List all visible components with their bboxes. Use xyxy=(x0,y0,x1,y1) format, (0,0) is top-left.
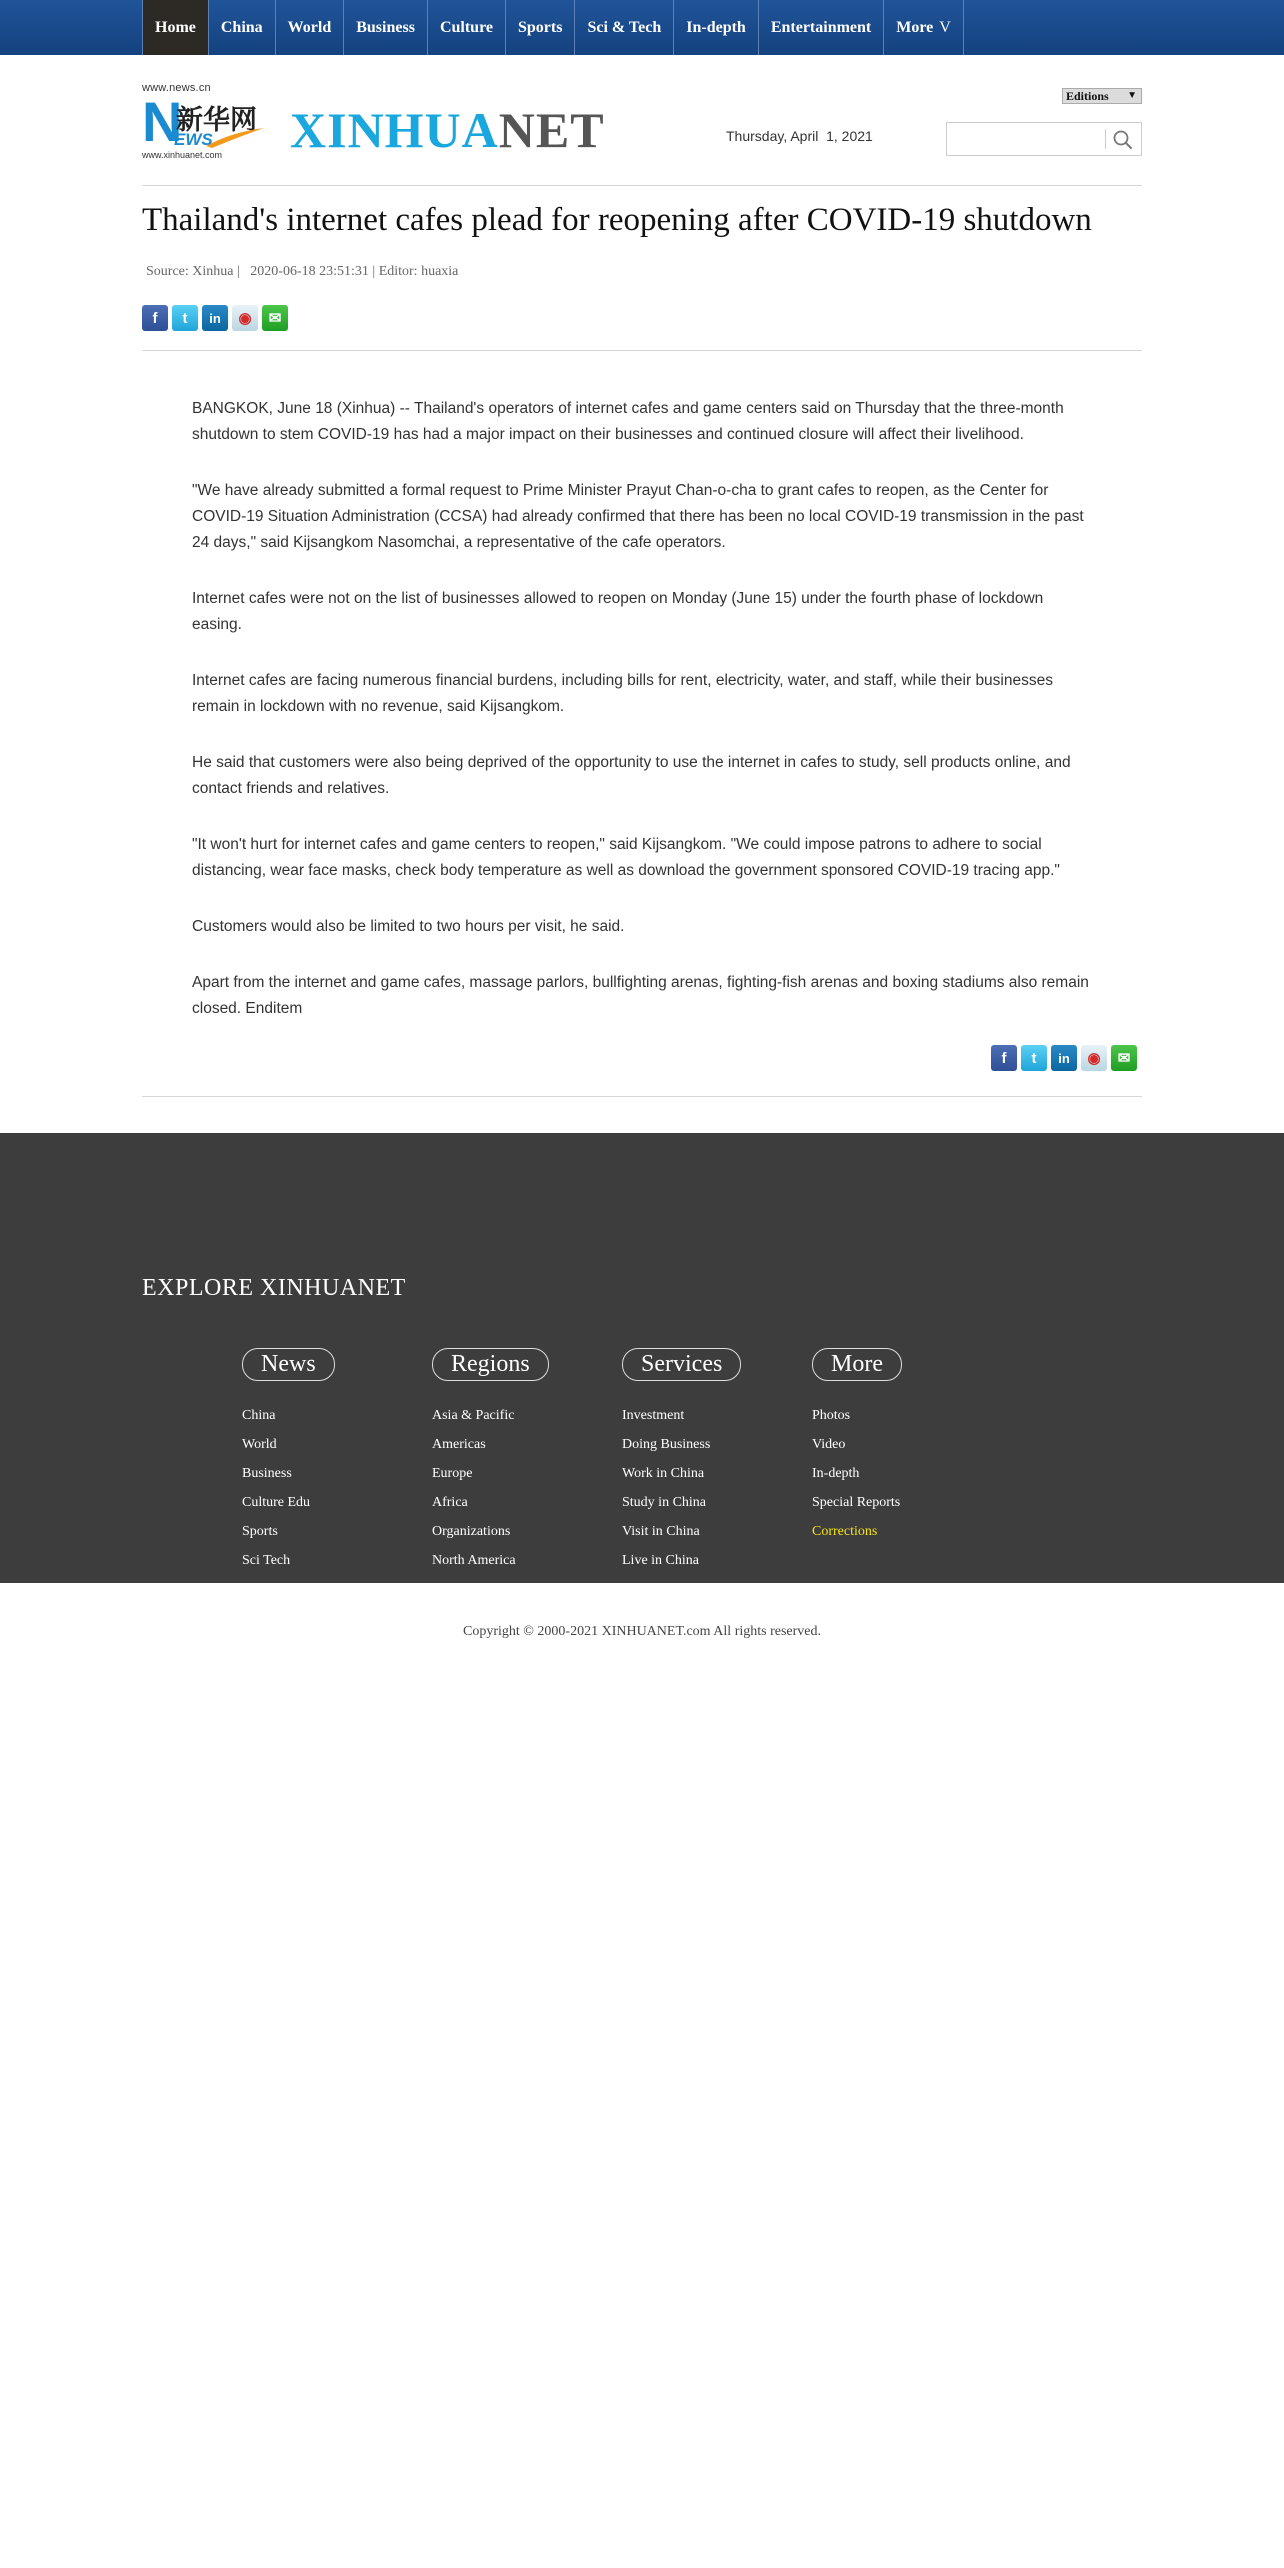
nav-item-label: In-depth xyxy=(686,18,746,36)
current-date: Thursday, April 1, 2021 xyxy=(726,128,873,144)
nav-item-home[interactable] xyxy=(142,0,209,55)
footer-column-title: Services xyxy=(622,1348,741,1381)
share-bar-bottom xyxy=(991,1045,1137,1071)
footer-link[interactable]: North America xyxy=(432,1553,516,1568)
nav-item-culture[interactable] xyxy=(428,0,506,55)
wechat-icon[interactable]: ✉ xyxy=(262,305,288,331)
nav-item-label: Entertainment xyxy=(770,18,872,36)
top-navigation-bar xyxy=(0,0,1284,55)
nav-item-entertainment[interactable] xyxy=(759,0,884,55)
linkedin-icon[interactable]: in xyxy=(202,305,228,331)
article-paragraph: "It won't hurt for internet cafes and game centers to reopen," said Kijsangkom. "We could impose patrons to adhere to social distancing, wear face masks, check body temperature as well as download the government sponsored COVID-19 tracing app." xyxy=(192,836,1060,879)
article-paragraph: Customers would also be limited to two hours per visit, he said. xyxy=(192,918,625,935)
logo-letter-n: N xyxy=(142,90,183,153)
nav-item-business[interactable] xyxy=(344,0,428,55)
twitter-icon[interactable]: t xyxy=(172,305,198,331)
twitter-icon[interactable]: t xyxy=(1021,1045,1047,1071)
footer-link[interactable]: Business xyxy=(242,1466,292,1481)
nav-item-world[interactable] xyxy=(276,0,345,55)
site-footer xyxy=(0,1133,1284,1583)
chevron-down-icon: ▼ xyxy=(1127,90,1137,101)
wechat-icon[interactable]: ✉ xyxy=(1111,1045,1137,1071)
article-paragraph: BANGKOK, June 18 (Xinhua) -- Thailand's operators of internet cafes and game centers said on Thursday that the three-month shutdown to stem COVID-19 has had a major impact on their businesses and continued closure will affect their livelihood. xyxy=(192,400,1064,443)
footer-link[interactable]: Culture Edu xyxy=(242,1495,311,1510)
nav-item-china[interactable] xyxy=(209,0,276,55)
footer-link[interactable]: Visit in China xyxy=(622,1524,700,1539)
footer-link[interactable]: Americas xyxy=(432,1437,486,1452)
header-divider xyxy=(142,185,1142,186)
xinhuanet-wordmark[interactable] xyxy=(290,102,605,158)
footer-link-corrections[interactable]: Corrections xyxy=(812,1524,878,1539)
search-box xyxy=(946,122,1142,156)
nav-menu xyxy=(142,0,964,55)
footer-link[interactable]: Investment xyxy=(622,1408,685,1423)
footer-link[interactable]: Asia & Pacific xyxy=(432,1408,515,1423)
article-meta: Source: Xinhua | 2020-06-18 23:51:31 | Editor: huaxia xyxy=(146,264,459,279)
footer-heading: EXPLORE XINHUANET xyxy=(142,1275,406,1301)
footer-link[interactable]: Doing Business xyxy=(622,1437,711,1452)
nav-item-more[interactable] xyxy=(884,0,964,55)
footer-link[interactable]: Europe xyxy=(432,1466,473,1481)
logo-url-top: www.news.cn xyxy=(142,82,211,94)
nav-item-in-depth[interactable] xyxy=(674,0,759,55)
search-icon[interactable] xyxy=(1111,128,1135,152)
article-paragraph: "We have already submitted a formal request to Prime Minister Prayut Chan-o-cha to grant cafes to reopen, as the Center for COVID-19 Situation Administration (CCSA) had already confirmed that there has been no local COVID-19 transmission in the past 24 days," said Kijsangkom Nasomchai, a representative of the cafe operators. xyxy=(192,482,1084,551)
nav-item-sci-tech[interactable] xyxy=(575,0,674,55)
nav-item-label: Business xyxy=(356,18,415,36)
chevron-down-icon: V xyxy=(939,18,951,36)
article-paragraph: He said that customers were also being deprived of the opportunity to use the internet in cafes to study, sell products online, and contact friends and relatives. xyxy=(192,754,1071,797)
footer-link[interactable]: Organizations xyxy=(432,1524,511,1539)
footer-column-regions xyxy=(432,1348,549,1575)
footer-link-list xyxy=(242,1401,335,1575)
nav-item-label: More xyxy=(896,18,934,36)
facebook-icon[interactable]: f xyxy=(142,305,168,331)
nav-item-sports[interactable] xyxy=(506,0,575,55)
logo-url-bottom: www.xinhuanet.com xyxy=(142,150,223,160)
logo-letters-ews: EWS xyxy=(174,130,213,149)
facebook-icon[interactable]: f xyxy=(991,1045,1017,1071)
footer-column-more xyxy=(812,1348,902,1546)
nav-item-label: Sports xyxy=(517,18,563,36)
logo-chinese-name: 新华网 xyxy=(176,105,257,136)
footer-column-title: News xyxy=(242,1348,335,1381)
search-divider xyxy=(1105,129,1106,149)
footer-link[interactable]: In-depth xyxy=(812,1466,860,1481)
footer-link[interactable]: World xyxy=(242,1437,277,1452)
footer-column-services xyxy=(622,1348,741,1575)
article-footer-divider xyxy=(142,1096,1142,1097)
footer-link[interactable]: Live in China xyxy=(622,1553,699,1568)
footer-link[interactable]: Special Reports xyxy=(812,1495,901,1510)
copyright-notice: Copyright © 2000-2021 XINHUANET.com All rights reserved. xyxy=(463,1624,821,1639)
footer-link[interactable]: Africa xyxy=(432,1495,468,1510)
linkedin-icon[interactable]: in xyxy=(1051,1045,1077,1071)
news-cn-logo[interactable] xyxy=(142,82,264,162)
article-body xyxy=(192,396,1092,1052)
article-paragraph: Internet cafes were not on the list of businesses allowed to reopen on Monday (June 15) under the fourth phase of lockdown easing. xyxy=(192,590,1044,633)
article-paragraph: Internet cafes are facing numerous financial burdens, including bills for rent, electricity, water, and staff, while their businesses remain in lockdown with no revenue, said Kijsangkom. xyxy=(192,672,1053,715)
nav-item-label: Sci & Tech xyxy=(587,18,662,36)
editions-label: Editions xyxy=(1066,89,1109,103)
weibo-icon[interactable]: ◉ xyxy=(232,305,258,331)
footer-link-list xyxy=(432,1401,549,1575)
share-bar-top xyxy=(142,305,288,331)
footer-column-title: Regions xyxy=(432,1348,549,1381)
nav-item-label: China xyxy=(220,18,263,36)
search-input[interactable] xyxy=(951,127,1101,151)
footer-column-title: More xyxy=(812,1348,902,1381)
nav-item-label: Home xyxy=(155,18,196,36)
footer-link[interactable]: Sports xyxy=(242,1524,278,1539)
footer-link[interactable]: Study in China xyxy=(622,1495,707,1510)
footer-link[interactable]: Sci Tech xyxy=(242,1553,291,1568)
editions-select[interactable] xyxy=(1062,88,1142,104)
weibo-icon[interactable]: ◉ xyxy=(1081,1045,1107,1071)
wordmark-net: NET xyxy=(498,102,605,158)
footer-link[interactable]: Photos xyxy=(812,1408,851,1423)
article-title: Thailand's internet cafes plead for reopening after COVID-19 shutdown xyxy=(142,202,1092,238)
footer-column-news xyxy=(242,1348,335,1575)
footer-link[interactable]: Work in China xyxy=(622,1466,705,1481)
wordmark-xinhua: XINHUA xyxy=(290,102,499,158)
footer-link-list xyxy=(812,1401,902,1546)
footer-link[interactable]: China xyxy=(242,1408,276,1423)
article-header-divider xyxy=(142,350,1142,351)
footer-link[interactable]: Video xyxy=(812,1437,846,1452)
footer-link-list xyxy=(622,1401,741,1575)
nav-item-label: Culture xyxy=(439,18,493,36)
article-paragraph: Apart from the internet and game cafes, massage parlors, bullfighting arenas, fighting-fish arenas and boxing stadiums also remain closed. Enditem xyxy=(192,974,1089,1017)
nav-item-label: World xyxy=(287,18,332,36)
